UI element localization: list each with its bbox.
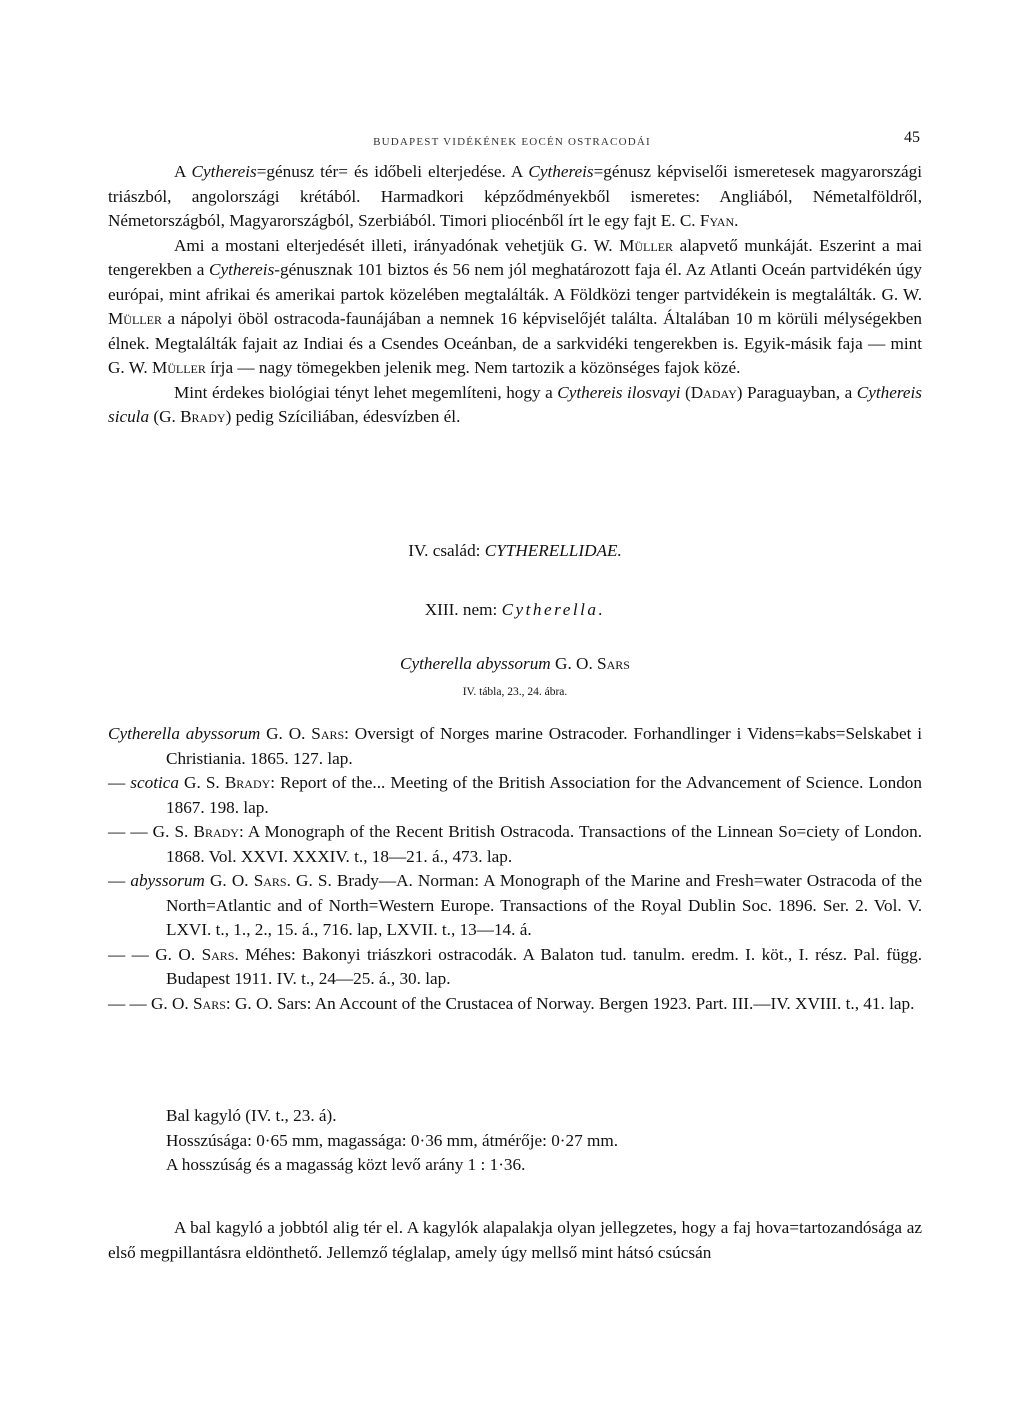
dimensions-line: Hosszúsága: 0·65 mm, magassága: 0·36 mm, átmérője: 0·27 mm. xyxy=(166,1130,619,1150)
paragraph-freshwater-note: Mint érdekes biológiai tényt lehet megemlíteni, hogy a Cythereis ilosvayi (Daday) Paraguayban, a Cythereis sicula (G. Brady) pedig Szíciliában, édesvízben él. xyxy=(108,382,922,426)
synonymy-entry: — scotica G. S. Brady: Report of the... Meeting of the British Association for the Advancement of Science. London 1867. 198. lap. xyxy=(108,773,922,817)
page-number: 45 xyxy=(904,129,920,146)
paragraph-distribution-history: A Cythereis=génusz tér= és időbeli elterjedése. A Cythereis=génusz képviselői ismeretesek magyarországi triászból, angolországi krétából. Harmadkori képződményekből ismeretes: Angliából, Németalföldről, Németországból, Magyarországból, Szerbiából. Timori pliocénből írt le egy fajt E. C. Fyan. xyxy=(108,162,922,230)
paragraph-description: A bal kagyló a jobbtól alig tér el. A kagylók alapalakja olyan jellegzetes, hogy a faj hova=tartozandósága az első megpillantásra eldönthető. Jellemző téglalap, amely úgy mellső mint hátsó csúcsán xyxy=(108,1218,922,1262)
species-heading: Cytherella abyssorum G. O. Sars xyxy=(400,654,630,673)
synonymy-entry: — abyssorum G. O. Sars. G. S. Brady—A. Norman: A Monograph of the Marine and Fresh=water Ostracoda of the North=Atlantic and of North=Western Europe. Transactions of the Royal Dublin Soc. 1896. Ser. 2. Vol. V. LXVI. t., 1., 2., 15. á., 716. lap, LXVII. t., 13—14. á. xyxy=(108,871,922,939)
family-heading: IV. család: CYTHERELLIDAE. xyxy=(408,541,622,560)
synonymy-entry: — — G. S. Brady: A Monograph of the Recent British Ostracoda. Transactions of the Linnean So=ciety of London. 1868. Vol. XXVI. XXXIV. t., 18—21. á., 473. lap. xyxy=(108,822,922,866)
synonymy-entry: Cytherella abyssorum G. O. Sars: Oversigt of Norges marine Ostracoder. Forhandlinger i Videns=kabs=Selskabet i Christiania. 1865. 127. lap. xyxy=(108,724,922,768)
measurements xyxy=(108,1104,922,1178)
intro-section xyxy=(108,160,922,430)
paragraph-recent-distribution: Ami a mostani elterjedését illeti, irányadónak vehetjük G. W. Müller alapvető munkáját. Eszerint a mai tengerekben a Cythereis-génusznak 101 biztos és 56 nem jól meghatározott faja él. Az Atlanti Oceán partvidékén úgy európai, mint afrikai és amerikai partok közelében megtalálták. A Földközi tenger partvidékein is megtalálták. G. W. Müller a nápolyi öböl ostracoda-faunájában a nemnek 16 képviselőjét találta. Általában 10 m körüli mélységekben élnek. Megtalálták fajait az Indiai és a Csendes Oceánban, de a sarkvidéki tengerekben is. Egyik-másik faja — mint G. W. Müller írja — nagy tömegekben jelenik meg. Nem tartozik a közönséges fajok közé. xyxy=(108,235,922,377)
running-title: BUDAPEST VIDÉKÉNEK EOCÉN OSTRACODÁI xyxy=(373,136,651,148)
valve-label: Bal kagyló (IV. t., 23. á). xyxy=(166,1106,337,1125)
description-section xyxy=(108,1216,922,1265)
plate-reference: IV. tábla, 23., 24. ábra. xyxy=(462,686,568,698)
ratio-line: A hosszúság és a magasság közt levő arány 1 : 1·36. xyxy=(166,1155,526,1174)
synonymy-entry: — — G. O. Sars: G. O. Sars: An Account of the Crustacea of Norway. Bergen 1923. Part. III.—IV. XVIII. t., 41. lap. xyxy=(108,993,915,1013)
synonymy-list xyxy=(108,722,922,1016)
genus-heading: XIII. nem: Cytherella. xyxy=(424,600,606,619)
synonymy-entry: — — G. O. Sars. Méhes: Bakonyi triászkori ostracodák. A Balaton tud. tanulm. eredm. I. köt., I. rész. Pal. függ. Budapest 1911. IV. t., 24—25. á., 30. lap. xyxy=(108,944,923,988)
